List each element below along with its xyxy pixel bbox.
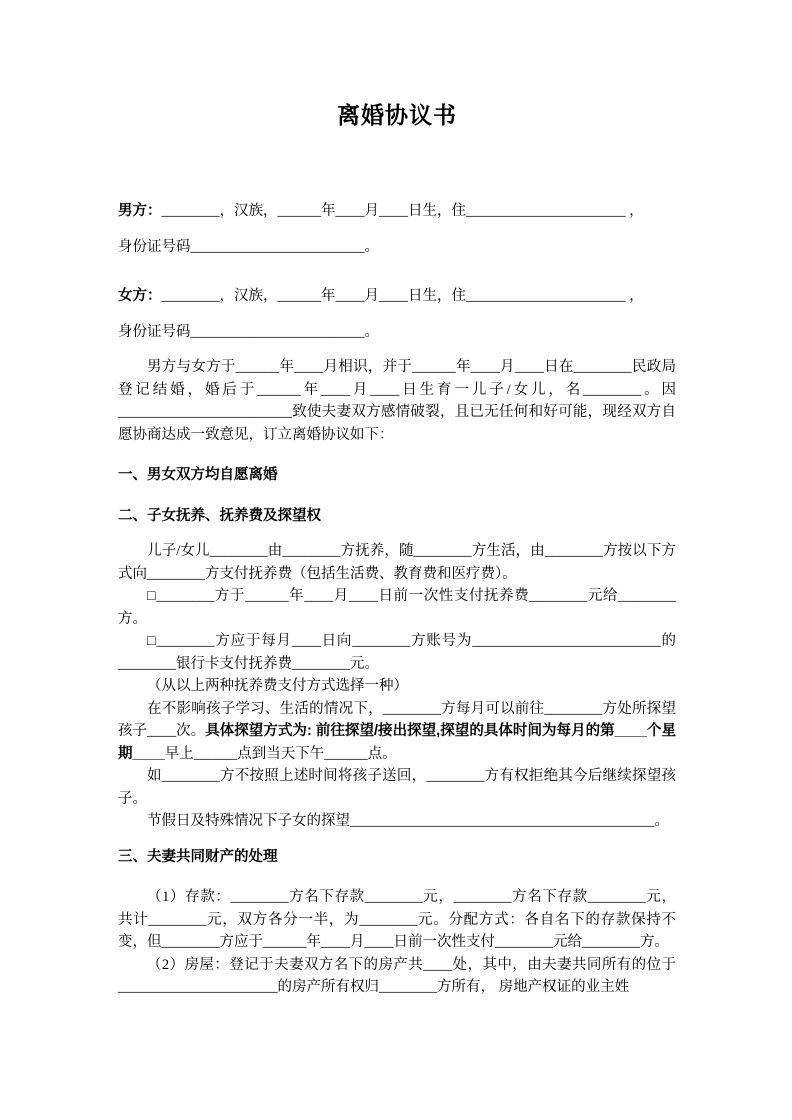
male-party-line: [118, 200, 676, 223]
male-id-line: 身份证号码________________________。: [118, 238, 379, 255]
female-party-details: ________，汉族，______年____月____日生，住______________________ ，: [161, 288, 644, 304]
female-id-line: 身份证号码________________________。: [118, 323, 379, 340]
document-title: 离婚协议书: [337, 102, 457, 128]
visitation-intro: 在不影响孩子学习、生活的情况下，________方每月可以前往________方处所探望孩子____次。: [118, 700, 676, 739]
visitation-detail: 具体探望方式为: 前往探望/接出探望,探望的具体时间为每月的第____个星期____: [118, 723, 677, 762]
monthly-option: □________方应于每月____日向________方账号为__________________________的________银行卡支付抚养费________元。: [118, 633, 676, 672]
custody-paragraph: 儿子/女儿________由________方抚养，随________方生活，由________方按以下方式向________方支付抚养费（包括生活费、教育费和医疗费）。: [118, 543, 676, 582]
lump-sum-option: □________方于______年____月____日前一次性支付抚养费________元给________方。: [118, 588, 676, 627]
intro-paragraph: 男方与女方于______年____月相识，并于______年____月____日在________民政局登记结婚，婚后于______年____月____日生育一儿子/女儿，名________。因________________________致使夫妻双方感情破裂，且已无任何和好可能，现经双方自愿协商达成一致意见，订立离婚协议如下：: [118, 359, 676, 443]
holiday-visitation-clause: 节假日及特殊情况下子女的探望__________________________________________。: [147, 813, 669, 829]
document-content: [118, 100, 676, 999]
section-2-heading: 二、子女抚养、抚养费及探望权: [118, 507, 321, 524]
house-paragraph: （2）房屋：登记于夫妻双方名下的房产共____处，其中，由夫妻共同所有的位于______________________的房产所有权归________方所有， 房地产权证的业主姓: [118, 956, 676, 995]
payment-choice-note: （从以上两种抚养费支付方式选择一种）: [147, 678, 408, 694]
male-party-details: ________，汉族，______年____月____日生，住______________________ ，: [161, 203, 644, 219]
female-party-line: [118, 285, 676, 308]
female-party-label: 女方：: [118, 288, 162, 304]
deposits-paragraph: （1）存款：________方名下存款________元，________方名下存款________元，共计________元，双方各分一半，为________元。分配方式：各自名下的存款保持不变，但________方应于______年____月____日前一次性支付________元给________方。: [118, 889, 676, 950]
section-3-heading: 三、夫妻共同财产的处理: [118, 848, 278, 865]
visitation-paragraph: [118, 698, 676, 766]
section-1-heading: 一、男女双方均自愿离婚: [118, 467, 278, 483]
return-clause: 如________方不按照上述时间将孩子送回，________方有权拒绝其今后继续探望孩子。: [118, 768, 676, 807]
visitation-time: 早上______点到当天下午______点。: [164, 745, 397, 762]
male-party-label: 男方：: [118, 203, 162, 219]
